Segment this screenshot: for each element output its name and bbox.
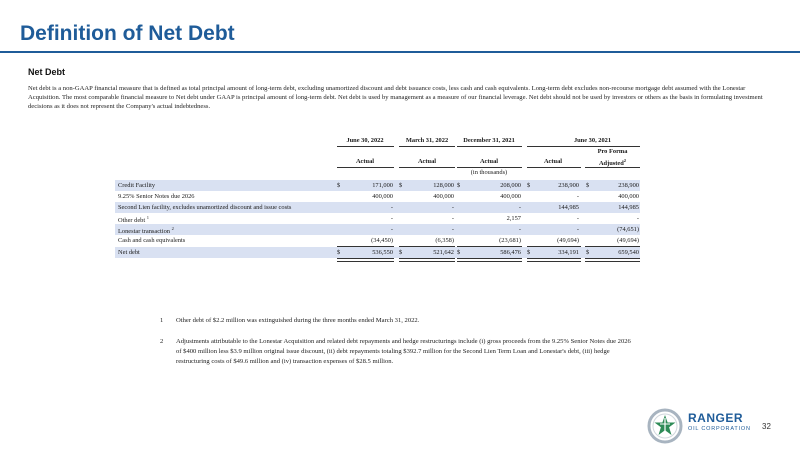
cell-value: 400,000 — [433, 192, 454, 200]
total-double-line — [399, 258, 455, 262]
cell-value: 171,000 — [372, 181, 393, 189]
table-row-other-debt — [115, 213, 640, 224]
footnote-ref: 1 — [146, 214, 150, 220]
cell-value: - — [636, 214, 639, 222]
period-header-jun-2021: June 30, 2021 — [573, 137, 612, 144]
column-header-actual: Actual — [355, 158, 375, 165]
page-number: 32 — [762, 422, 771, 431]
period-header-mar-2022: March 31, 2022 — [405, 137, 449, 144]
currency-symbol: $ — [527, 181, 531, 189]
total-double-line — [337, 258, 394, 262]
total-double-line — [457, 258, 522, 262]
cell-value: - — [576, 225, 579, 233]
page-title: Definition of Net Debt — [20, 22, 235, 45]
header-underline — [527, 167, 581, 168]
adjusted-footnote-ref: 2 — [623, 158, 627, 163]
row-label: Cash and cash equivalents — [118, 236, 186, 244]
table-row-senior-notes — [115, 191, 640, 202]
cell-value: - — [518, 203, 521, 211]
footnote-number: 2 — [160, 338, 164, 345]
total-double-line — [527, 258, 581, 262]
column-header-adjusted — [585, 158, 640, 167]
period-header-jun-2022: June 30, 2022 — [346, 137, 384, 144]
column-header-actual: Actual — [479, 158, 499, 165]
cell-value: - — [518, 225, 521, 233]
cell-value: (74,651) — [617, 225, 639, 233]
cell-value: (49,694) — [617, 236, 639, 244]
cell-value: (6,358) — [435, 236, 454, 244]
currency-symbol: $ — [337, 181, 341, 189]
table-row-net-debt — [115, 247, 640, 258]
cell-value: - — [576, 214, 579, 222]
cell-value: 144,985 — [618, 203, 639, 211]
cell-value: 144,985 — [558, 203, 579, 211]
currency-symbol: $ — [399, 181, 403, 189]
footnote-text: Other debt of $2.2 million was extinguished during the three months ended March 31, 2022. — [176, 317, 420, 324]
currency-symbol: $ — [337, 248, 341, 256]
cell-value: 400,000 — [500, 192, 521, 200]
currency-symbol: $ — [457, 248, 461, 256]
section-subtitle: Net Debt — [28, 67, 66, 77]
currency-symbol: $ — [527, 248, 531, 256]
row-label: Net debt — [118, 248, 140, 256]
table-row-second-lien — [115, 202, 640, 213]
units-label: (in thousands) — [470, 169, 508, 176]
row-label-text: Other debt — [118, 216, 146, 224]
header-underline — [585, 167, 640, 168]
cell-value: 334,191 — [558, 248, 579, 256]
row-label — [118, 226, 174, 235]
row-label — [118, 215, 149, 224]
column-header-actual: Actual — [417, 158, 437, 165]
cell-value: - — [451, 203, 454, 211]
table-row-cash — [115, 235, 640, 246]
table-row-credit-facility — [115, 180, 640, 191]
header-underline — [399, 146, 455, 147]
header-underline — [399, 167, 455, 168]
header-underline — [337, 146, 394, 147]
cell-value: - — [390, 214, 393, 222]
pro-forma-row — [115, 148, 640, 158]
row-label: Second Lien facility, excludes unamortized discount and issue costs — [118, 203, 292, 211]
footnote-number: 1 — [160, 317, 164, 324]
cell-value: 238,900 — [558, 181, 579, 189]
header-underline — [457, 146, 522, 147]
row-label: 9.25% Senior Notes due 2026 — [118, 192, 195, 200]
header-underline — [457, 167, 522, 168]
cell-value: 521,642 — [433, 248, 454, 256]
cell-value: - — [390, 203, 393, 211]
cell-value: (23,681) — [499, 236, 521, 244]
period-header-dec-2021: December 31, 2021 — [463, 137, 515, 144]
cell-value: 238,900 — [618, 181, 639, 189]
cell-value: 2,157 — [506, 214, 521, 222]
column-header-actual: Actual — [543, 158, 563, 165]
ranger-logo-icon — [647, 408, 683, 444]
header-underline — [337, 167, 394, 168]
logo-subtitle: OIL CORPORATION — [688, 426, 751, 432]
row-label-text: Lonestar transaction — [118, 227, 170, 235]
currency-symbol: $ — [586, 181, 590, 189]
logo-wordmark: RANGER — [688, 411, 744, 425]
table-row-lonestar — [115, 224, 640, 235]
pro-forma-label: Pro Forma — [597, 148, 628, 155]
cell-value: 536,550 — [372, 248, 393, 256]
currency-symbol: $ — [457, 181, 461, 189]
currency-symbol: $ — [399, 248, 403, 256]
cell-value: 586,476 — [500, 248, 521, 256]
cell-value: 128,000 — [433, 181, 454, 189]
cell-value: - — [576, 192, 579, 200]
cell-value: - — [451, 225, 454, 233]
cell-value: (49,694) — [557, 236, 579, 244]
cell-value: 659,540 — [618, 248, 639, 256]
units-row — [115, 169, 640, 179]
currency-symbol: $ — [586, 248, 590, 256]
cell-value: (34,450) — [371, 236, 393, 244]
cell-value: - — [451, 214, 454, 222]
title-divider — [0, 51, 800, 53]
footnote-text: Adjustments attributable to the Lonestar Acquisition and related debt repayments and hedge restructurings include (i) gross proceeds from the 9.25% Senior Notes due 2026 of $400 million less $3.9 million original issue discount, (ii) debt repayments totaling $392.7 million for the Second Lien Term Loan and Lonestar's debt, (iii) hedge restructuring costs of $49.6 million and (iv) transaction expenses of $28.5 million. — [176, 338, 631, 365]
total-double-line — [585, 258, 640, 262]
cell-value: 400,000 — [372, 192, 393, 200]
header-underline — [527, 146, 640, 147]
cell-value: - — [390, 225, 393, 233]
cell-value: 400,000 — [618, 192, 639, 200]
adjusted-label: Adjusted — [598, 160, 624, 168]
cell-value: 208,000 — [500, 181, 521, 189]
intro-paragraph: Net debt is a non-GAAP financial measure that is defined as total principal amount of long-term debt, excluding unamortized discount and debt issuance costs, less cash and cash equivalents. Long-term debt excludes non-recourse mortgage debt assumed with the Lonestar Acquisition. The most comparable financial measure to Net debt under GAAP is principal amount of long-term debt. Net debt is used by management as a measure of our financial leverage. Net debt should not be used by investors or others as the basis in formulating investment decisions as it does not represent the Company's actual indebtedness. — [28, 85, 763, 110]
footnote-ref: 2 — [171, 225, 174, 231]
row-label: Credit Facility — [118, 181, 156, 189]
